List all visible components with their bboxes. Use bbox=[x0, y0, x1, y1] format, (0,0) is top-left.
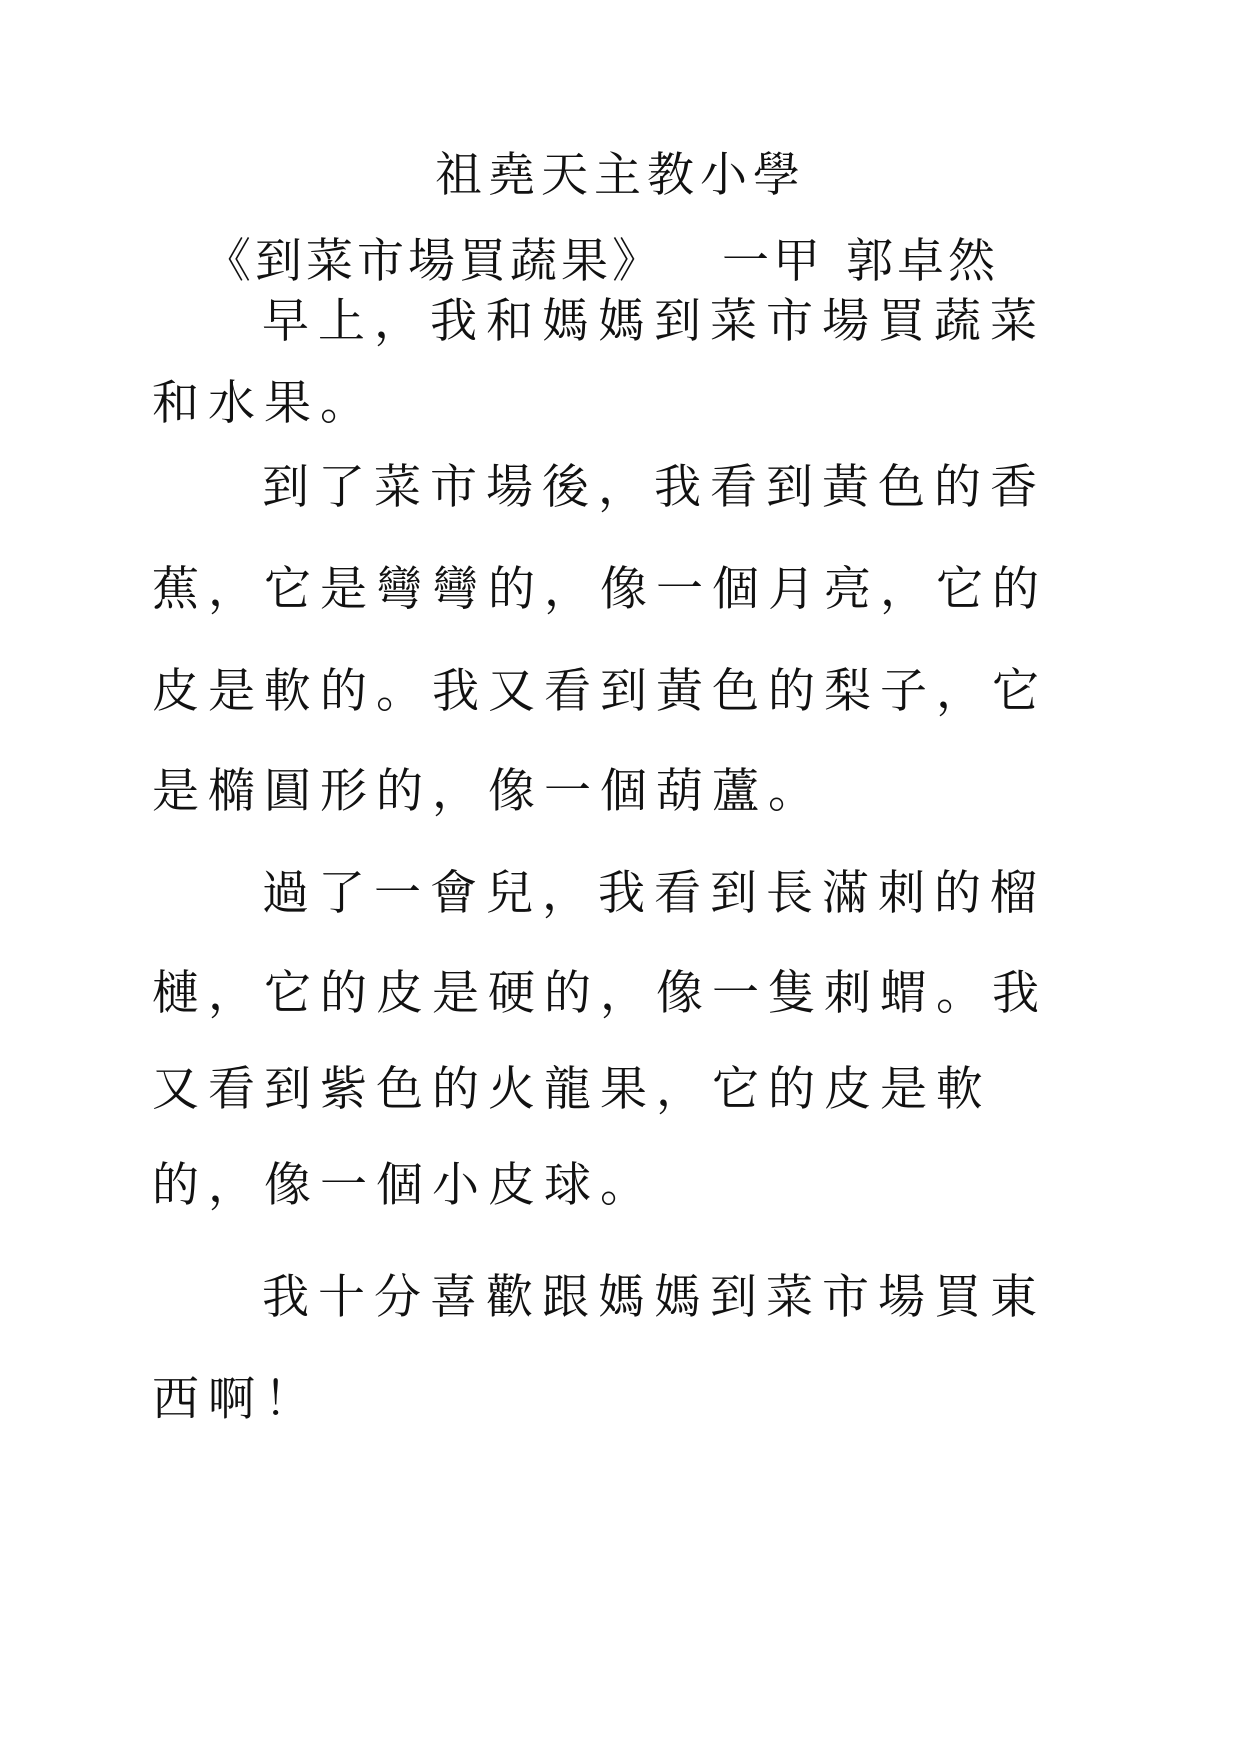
paragraph-2-line-4: 是橢圓形的，像一個葫蘆。 bbox=[152, 764, 824, 819]
author-name: 郭卓然 bbox=[845, 234, 999, 289]
paragraph-4-line-2: 西啊！ bbox=[152, 1372, 320, 1427]
class-label: 一甲 bbox=[721, 234, 824, 289]
paragraph-3-line-2: 槤，它的皮是硬的，像一隻刺蝟。我 bbox=[152, 966, 1048, 1021]
paragraph-1-line-1: 早上，我和媽媽到菜市場買蔬菜 bbox=[262, 294, 1046, 349]
paragraph-2-line-2: 蕉，它是彎彎的，像一個月亮，它的 bbox=[152, 562, 1048, 617]
paragraph-3-line-3: 又看到紫色的火龍果，它的皮是軟 bbox=[152, 1062, 992, 1117]
title-row bbox=[204, 232, 999, 292]
paragraph-3-line-4: 的，像一個小皮球。 bbox=[152, 1158, 656, 1213]
paragraph-2-line-1: 到了菜市場後，我看到黃色的香 bbox=[262, 460, 1046, 515]
paragraph-3-line-1: 過了一會兒，我看到長滿刺的榴 bbox=[262, 866, 1046, 921]
author-info bbox=[722, 234, 999, 289]
paragraph-4-line-1: 我十分喜歡跟媽媽到菜市場買東 bbox=[262, 1270, 1046, 1325]
paragraph-2-line-3: 皮是軟的。我又看到黃色的梨子，它 bbox=[152, 664, 1048, 719]
paragraph-1-line-2: 和水果。 bbox=[152, 376, 376, 431]
school-name: 祖堯天主教小學 bbox=[435, 148, 806, 203]
essay-title: 《到菜市場買蔬果》 bbox=[204, 234, 663, 289]
